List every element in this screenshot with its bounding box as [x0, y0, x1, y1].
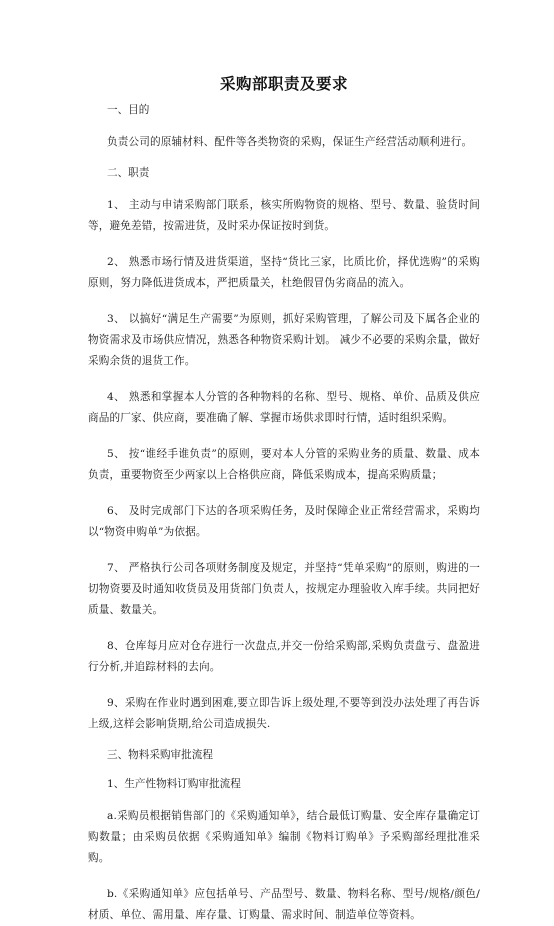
paragraph-process-a: a.采购员根据销售部门的《采购通知单》，结合最低订购量、安全库存量确定订购数量；由采购员依据《采购通知单》编制《物料订购单》予采购部经理批准采购。 [88, 810, 480, 864]
section-heading-approval-process: 三、物料采购审批流程 [107, 749, 213, 761]
document-title: 采购部职责及要求 [219, 74, 348, 93]
section-heading-duties: 二、职责 [107, 167, 150, 179]
paragraph-duty-3: 3、 以搞好“满足生产需要”为原则，抓好采购管理，了解公司及下属各企业的物资需求及市场供应情况，熟悉各种物资采购计划。 减少不必要的采购余量，做好采购余货的退货工作。 [88, 313, 480, 367]
paragraph-duty-7: 7、 严格执行公司各项财务制度及规定，并坚持“凭单采购”的原则，购进的一切物资要及时通知收货员及用货部门负责人，按规定办理验收入库手续。共同把好质量、数量关。 [88, 562, 480, 616]
paragraph-purpose: 负责公司的原辅材料、配件等各类物资的采购，保证生产经营活动顺利进行。 [107, 136, 473, 148]
paragraph-duty-5: 5、 按“谁经手谁负责”的原则，要对本人分管的采购业务的质量、数量、成本负责，重要物资至少两家以上合格供应商，降低采购成本，提高采购质量； [88, 448, 480, 481]
paragraph-duty-9: 9、采购在作业时遇到困难,要立即告诉上级处理,不要等到没办法处理了再告诉上级,这样会影响货期,给公司造成损失. [88, 697, 480, 730]
subsection-heading-production-materials: 1、生产性物料订购审批流程 [107, 778, 241, 790]
paragraph-duty-1: 1、 主动与申请采购部门联系，核实所购物资的规格、型号、数量、验货时间等，避免差错，按需进货，及时采办保证按时到货。 [88, 199, 480, 232]
paragraph-duty-4: 4、 熟悉和掌握本人分管的各种物料的名称、型号、规格、单价、品质及供应商品的厂家、供应商，要准确了解、掌握市场供求即时行情，适时组织采购。 [88, 391, 480, 424]
paragraph-duty-6: 6、 及时完成部门下达的各项采购任务，及时保障企业正常经营需求，采购均以“物资申购单”为依据。 [88, 505, 480, 538]
paragraph-process-b: b.《采购通知单》应包括单号、产品型号、数量、物料名称、型号/规格/颜色/材质、单位、需用量、库存量、订购量、需求时间、制造单位等资料。 [88, 888, 480, 921]
paragraph-duty-2: 2、 熟悉市场行情及进货渠道，坚持“货比三家，比质比价，择优选购”的采购原则，努力降低进货成本，严把质量关，杜绝假冒伪劣商品的流入。 [88, 256, 480, 289]
section-heading-purpose: 一、目的 [107, 104, 150, 116]
paragraph-duty-8: 8、仓库每月应对仓存进行一次盘点,并交一份给采购部,采购负责盘亏、盘盈进行分析,并追踪材料的去向。 [88, 640, 480, 673]
